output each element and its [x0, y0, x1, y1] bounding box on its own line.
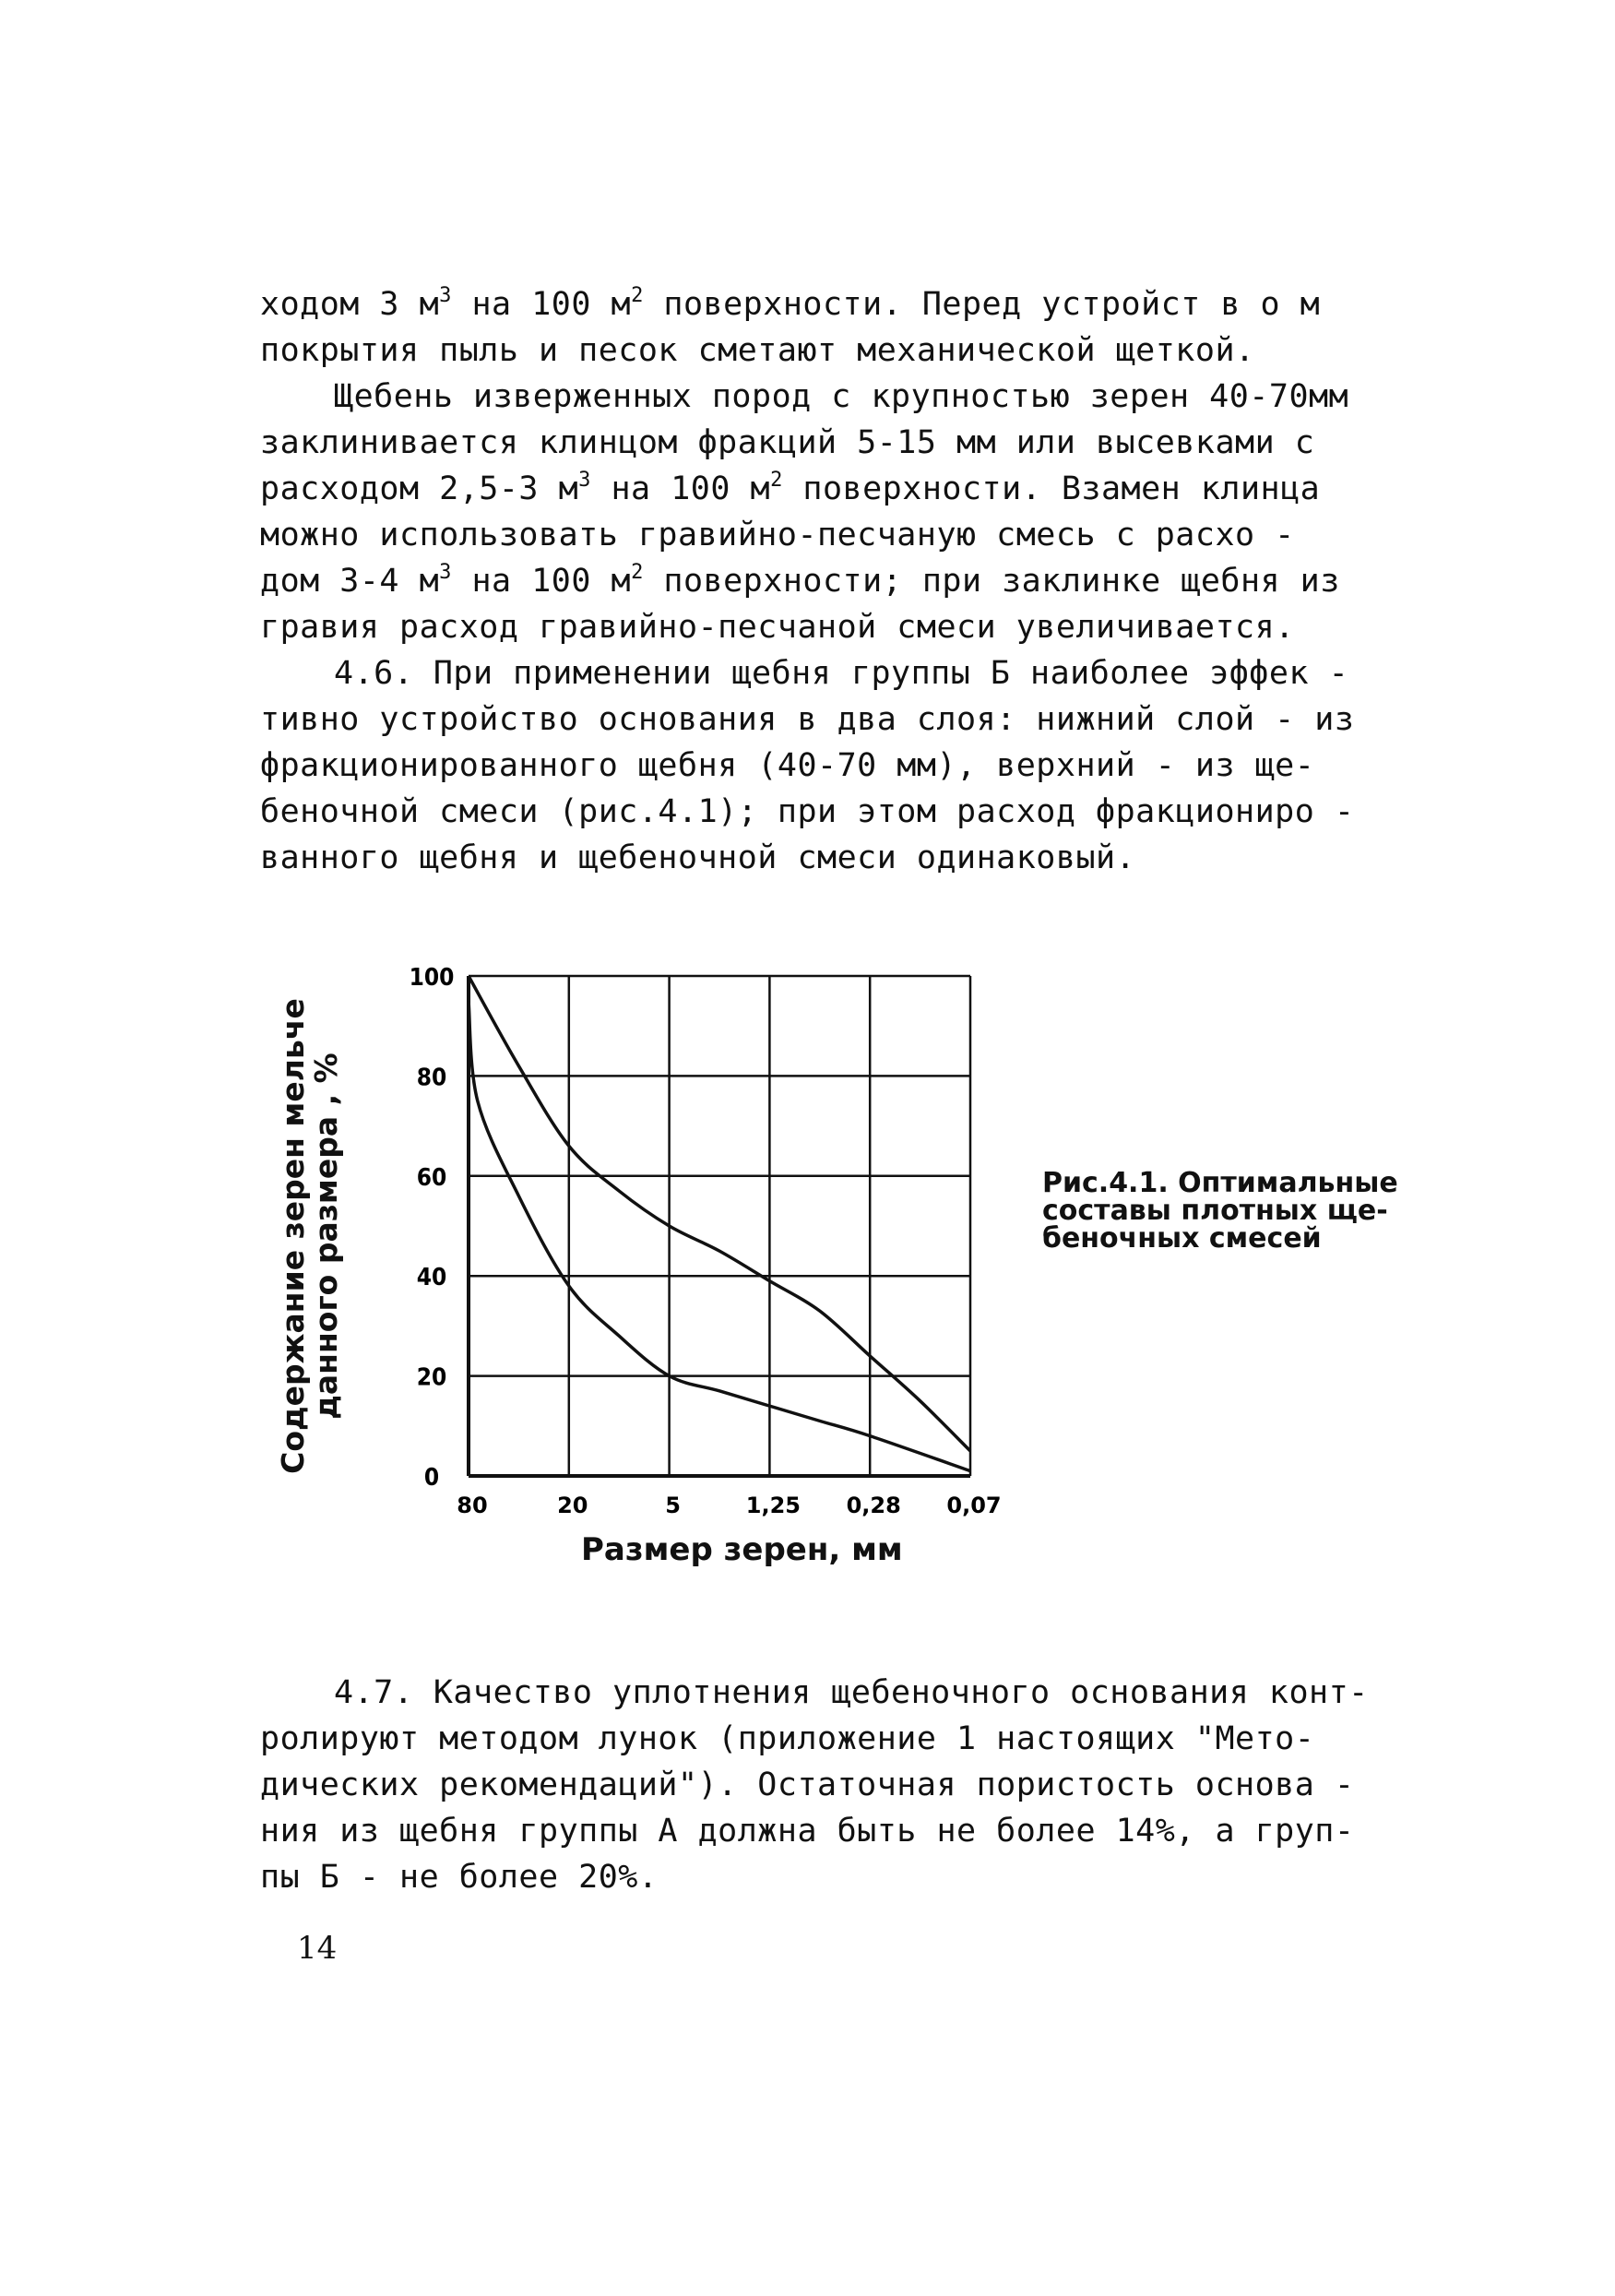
text-line: ходом 3 $м^3$ на 100 $м^2$ поверхности. Перед устройст в о м: [260, 284, 1321, 323]
paragraph-top: [260, 281, 1459, 881]
x-tick-label: 0,28: [846, 1493, 901, 1518]
x-tick-label: 5: [665, 1493, 681, 1518]
y-tick-label: 40: [416, 1264, 447, 1292]
caption-line: Рис.4.1. Оптимальные: [1042, 1167, 1398, 1199]
text-line: пы Б - не более 20%.: [260, 1859, 659, 1896]
y-axis-label-line1: Содержание зерен мельче: [275, 998, 311, 1474]
caption-line: беночных смесей: [1042, 1222, 1322, 1255]
text-line: покрытия пыль и песок сметают механической щеткой.: [260, 332, 1255, 369]
paragraph-bottom: [260, 1670, 1459, 1900]
text-line: заклинивается клинцом фракций 5-15 мм или высевками с: [260, 424, 1315, 461]
text-line: дом 3-4 $м^3$ на 100 $м^2$ поверхности; при заклинке щебня из: [260, 561, 1340, 600]
caption-line: составы плотных ще-: [1042, 1195, 1388, 1227]
text-line: расходом 2,5-3 $м^3$ на 100 $м^2$ поверхности. Взамен клинца: [260, 469, 1321, 507]
text-line: ванного щебня и щебеночной смеси одинаковый.: [260, 839, 1136, 876]
text-line: 4.6. При применении щебня группы Б наиболее эффек -: [334, 655, 1349, 692]
text-line: Щебень изверженных пород с крупностью зерен 40-70мм: [334, 378, 1349, 415]
y-tick-label: 20: [416, 1363, 447, 1392]
y-tick-label: 60: [416, 1163, 447, 1192]
x-tick-label: 0,07: [946, 1493, 1002, 1518]
y-axis-label-line2: данного размера , %: [308, 1053, 344, 1420]
x-tick-label: 80: [457, 1493, 488, 1518]
grading-curve-2: [469, 1001, 970, 1470]
text-line: беночной смеси (рис.4.1); при этом расход фракциониро -: [260, 793, 1355, 830]
text-line: гравия расход гравийно-песчаной смеси увеличивается.: [260, 609, 1295, 646]
text-line: можно использовать гравийно-песчаную смесь с расхо -: [260, 517, 1295, 553]
y-tick-label: 100: [409, 964, 455, 992]
grading-curve-1: [469, 976, 970, 1451]
y-tick-label: 0: [423, 1464, 440, 1492]
text-line: ния из щебня группы А должна быть не более 14%, а груп-: [260, 1813, 1355, 1850]
text-line: дических рекомендаций"). Остаточная пористость основа -: [260, 1767, 1355, 1803]
y-tick-label: 80: [416, 1064, 447, 1092]
chart-svg: [295, 959, 1015, 1531]
figure-caption: [1042, 1167, 1398, 1255]
text-line: ролируют методом лунок (приложение 1 настоящих "Мето-: [260, 1720, 1315, 1757]
text-line: 4.7. Качество уплотнения щебеночного основания конт-: [334, 1674, 1369, 1711]
grain-size-chart: [295, 959, 1015, 1605]
x-axis-label: Размер зерен, мм: [581, 1531, 903, 1568]
x-tick-label: 1,25: [745, 1493, 802, 1518]
text-line: фракционированного щебня (40-70 мм), верхний - из ще-: [260, 747, 1315, 784]
page-number: 14: [297, 1930, 338, 1967]
text-line: тивно устройство основания в два слоя: нижний слой - из: [260, 701, 1355, 738]
x-tick-label: 20: [557, 1493, 588, 1518]
